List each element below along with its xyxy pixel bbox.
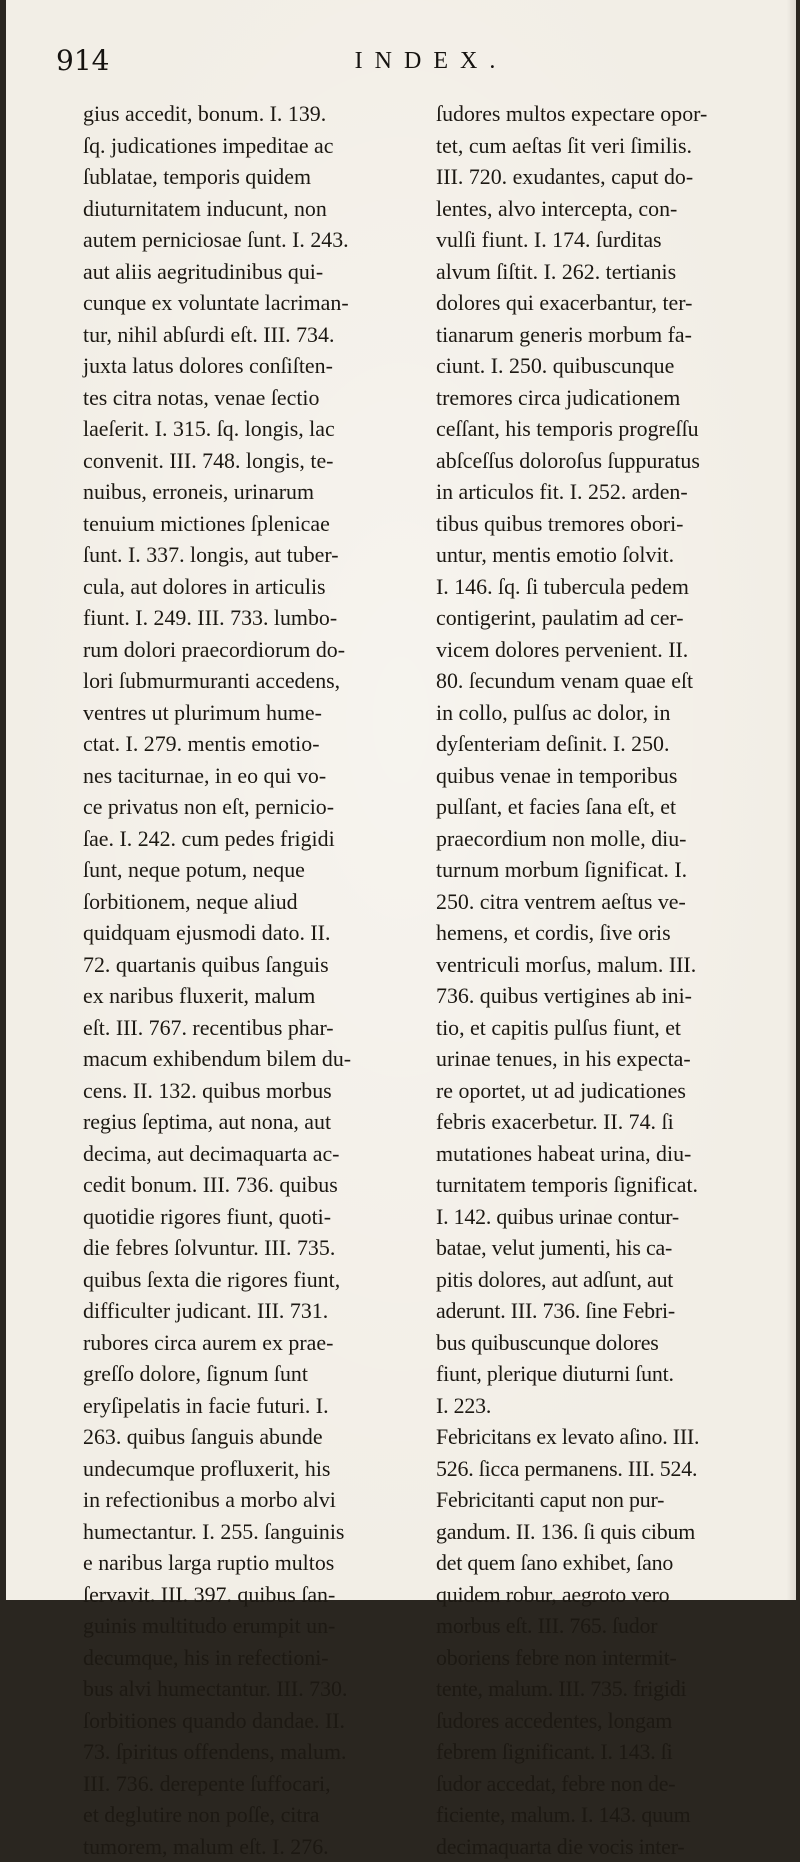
text-line: decima, aut decimaquarta ac-: [83, 1138, 419, 1170]
text-line: regius ſeptima, aut nona, aut: [83, 1106, 419, 1138]
text-line: abſceſſus doloroſus ſuppuratus: [436, 445, 772, 477]
text-line: dolores qui exacerbantur, ter-: [436, 287, 772, 319]
text-line: III. 720. exudantes, caput do-: [436, 161, 772, 193]
text-line: bus alvi humectantur. III. 730.: [83, 1673, 419, 1705]
text-line: nuibus, erroneis, urinarum: [83, 476, 419, 508]
page-number: 914: [56, 44, 109, 77]
text-line: febrem ſignificant. I. 143. ſi: [436, 1736, 772, 1768]
text-line: 736. quibus vertigines ab ini-: [436, 980, 772, 1012]
text-line: ſublatae, temporis quidem: [83, 161, 419, 193]
text-line: ſervavit. III. 397. quibus ſan-: [83, 1579, 419, 1611]
text-line: febris exacerbetur. II. 74. ſi: [436, 1106, 772, 1138]
text-line: aut aliis aegritudinibus qui-: [83, 256, 419, 288]
right-text-column: [436, 98, 772, 1862]
text-line: ſae. I. 242. cum pedes frigidi: [83, 823, 419, 855]
text-line: tumorem, malum eſt. I. 276.: [83, 1831, 419, 1862]
text-line: lentes, alvo intercepta, con-: [436, 193, 772, 225]
text-line: 73. ſpiritus offendens, malum.: [83, 1736, 419, 1768]
book-page: [6, 0, 796, 1600]
text-line: 72. quartanis quibus ſanguis: [83, 949, 419, 981]
text-line: quibus ſexta die rigores fiunt,: [83, 1264, 419, 1296]
text-line: det quem ſano exhibet, ſano: [436, 1547, 772, 1579]
text-line: e naribus larga ruptio multos: [83, 1547, 419, 1579]
text-line: cunque ex voluntate lacriman-: [83, 287, 419, 319]
text-line: lori ſubmurmuranti accedens,: [83, 665, 419, 697]
text-line: ex naribus fluxerit, malum: [83, 980, 419, 1012]
text-line: tet, cum aeſtas ſit veri ſimilis.: [436, 130, 772, 162]
text-line: in collo, pulſus ac dolor, in: [436, 697, 772, 729]
text-line: gandum. II. 136. ſi quis cibum: [436, 1516, 772, 1548]
text-line: contigerint, paulatim ad cer-: [436, 602, 772, 634]
text-line: convenit. III. 748. longis, te-: [83, 445, 419, 477]
text-line: ſudores accedentes, longam: [436, 1705, 772, 1737]
text-line: turnum morbum ſignificat. I.: [436, 854, 772, 886]
text-line: guinis multitudo erumpit un-: [83, 1610, 419, 1642]
text-line: ſorbitionem, neque aliud: [83, 886, 419, 918]
text-line: et deglutire non poſſe, citra: [83, 1799, 419, 1831]
page-header: [56, 44, 766, 84]
text-line: re oportet, ut ad judicationes: [436, 1075, 772, 1107]
text-line: eſt. III. 767. recentibus phar-: [83, 1012, 419, 1044]
text-line: laeſerit. I. 315. ſq. longis, lac: [83, 413, 419, 445]
text-line: 250. citra ventrem aeſtus ve-: [436, 886, 772, 918]
text-line: tes citra notas, venae ſectio: [83, 382, 419, 414]
text-line: ce privatus non eſt, pernicio-: [83, 791, 419, 823]
text-line: pitis dolores, aut adſunt, aut: [436, 1264, 772, 1296]
text-line: I. 146. ſq. ſi tubercula pedem: [436, 571, 772, 603]
page-edge-shadow: [786, 0, 796, 1600]
text-line: I. 142. quibus urinae contur-: [436, 1201, 772, 1233]
text-line: ſunt. I. 337. longis, aut tuber-: [83, 539, 419, 571]
text-line: ctat. I. 279. mentis emotio-: [83, 728, 419, 760]
running-title: INDEX.: [56, 48, 766, 75]
text-line: Febricitanti caput non pur-: [436, 1484, 772, 1516]
text-line: die febres ſolvuntur. III. 735.: [83, 1232, 419, 1264]
text-line: fiunt. I. 249. III. 733. lumbo-: [83, 602, 419, 634]
text-line: tenuium mictiones ſplenicae: [83, 508, 419, 540]
text-line: greſſo dolore, ſignum ſunt: [83, 1358, 419, 1390]
text-line: untur, mentis emotio ſolvit.: [436, 539, 772, 571]
text-line: decumque, his in refectioni-: [83, 1642, 419, 1674]
text-line: dyſenteriam deſinit. I. 250.: [436, 728, 772, 760]
text-line: tremores circa judicationem: [436, 382, 772, 414]
text-line: in articulos fit. I. 252. arden-: [436, 476, 772, 508]
text-line: pulſant, et facies ſana eſt, et: [436, 791, 772, 823]
text-line: gius accedit, bonum. I. 139.: [83, 98, 419, 130]
text-line: rubores circa aurem ex prae-: [83, 1327, 419, 1359]
text-line: ſudores multos expectare opor-: [436, 98, 772, 130]
text-line: praecordium non molle, diu-: [436, 823, 772, 855]
text-line: ceſſant, his temporis progreſſu: [436, 413, 772, 445]
text-line: undecumque profluxerit, his: [83, 1453, 419, 1485]
text-line: Febricitans ex levato aſino. III.: [436, 1421, 772, 1453]
text-line: tibus quibus tremores obori-: [436, 508, 772, 540]
text-line: fiunt, plerique diuturni ſunt.: [436, 1358, 772, 1390]
text-line: cedit bonum. III. 736. quibus: [83, 1169, 419, 1201]
text-line: ventres ut plurimum hume-: [83, 697, 419, 729]
text-line: tianarum generis morbum fa-: [436, 319, 772, 351]
text-line: juxta latus dolores conſiſten-: [83, 350, 419, 382]
text-line: hemens, et cordis, ſive oris: [436, 917, 772, 949]
text-line: vulſi fiunt. I. 174. ſurditas: [436, 224, 772, 256]
left-text-column: [83, 98, 419, 1862]
text-line: eryſipelatis in facie futuri. I.: [83, 1390, 419, 1422]
text-line: tente, malum. III. 735. frigidi: [436, 1673, 772, 1705]
text-line: bus quibuscunque dolores: [436, 1327, 772, 1359]
text-line: cens. II. 132. quibus morbus: [83, 1075, 419, 1107]
text-line: quidem robur, aegroto vero: [436, 1579, 772, 1611]
text-line: alvum ſiſtit. I. 262. tertianis: [436, 256, 772, 288]
text-line: tur, nihil abſurdi eſt. III. 734.: [83, 319, 419, 351]
text-line: ſudor accedat, febre non de-: [436, 1768, 772, 1800]
text-line: in refectionibus a morbo alvi: [83, 1484, 419, 1516]
text-line: tio, et capitis pulſus fiunt, et: [436, 1012, 772, 1044]
text-line: macum exhibendum bilem du-: [83, 1043, 419, 1075]
text-line: batae, velut jumenti, his ca-: [436, 1232, 772, 1264]
text-line: ſunt, neque potum, neque: [83, 854, 419, 886]
text-line: cula, aut dolores in articulis: [83, 571, 419, 603]
text-line: humectantur. I. 255. ſanguinis: [83, 1516, 419, 1548]
text-line: difficulter judicant. III. 731.: [83, 1295, 419, 1327]
text-line: oboriens febre non intermit-: [436, 1642, 772, 1674]
text-line: quibus venae in temporibus: [436, 760, 772, 792]
text-line: III. 736. derepente ſuffocari,: [83, 1768, 419, 1800]
text-line: 80. ſecundum venam quae eſt: [436, 665, 772, 697]
text-line: diuturnitatem inducunt, non: [83, 193, 419, 225]
text-line: 526. ſicca permanens. III. 524.: [436, 1453, 772, 1485]
text-line: nes taciturnae, in eo qui vo-: [83, 760, 419, 792]
text-line: ciunt. I. 250. quibuscunque: [436, 350, 772, 382]
text-line: decimaquarta die vocis inter-: [436, 1831, 772, 1862]
text-line: ficiente, malum. I. 143. quum: [436, 1799, 772, 1831]
text-line: quidquam ejusmodi dato. II.: [83, 917, 419, 949]
text-line: mutationes habeat urina, diu-: [436, 1138, 772, 1170]
text-line: 263. quibus ſanguis abunde: [83, 1421, 419, 1453]
text-line: urinae tenues, in his expecta-: [436, 1043, 772, 1075]
text-line: aderunt. III. 736. ſine Febri-: [436, 1295, 772, 1327]
text-line: ſorbitiones quando dandae. II.: [83, 1705, 419, 1737]
text-line: vicem dolores pervenient. II.: [436, 634, 772, 666]
text-line: rum dolori praecordiorum do-: [83, 634, 419, 666]
text-line: autem perniciosae ſunt. I. 243.: [83, 224, 419, 256]
text-line: I. 223.: [436, 1390, 772, 1422]
text-line: ventriculi morſus, malum. III.: [436, 949, 772, 981]
text-line: morbus eſt. III. 765. ſudor: [436, 1610, 772, 1642]
text-line: ſq. judicationes impeditae ac: [83, 130, 419, 162]
text-line: quotidie rigores fiunt, quoti-: [83, 1201, 419, 1233]
text-line: turnitatem temporis ſignificat.: [436, 1169, 772, 1201]
